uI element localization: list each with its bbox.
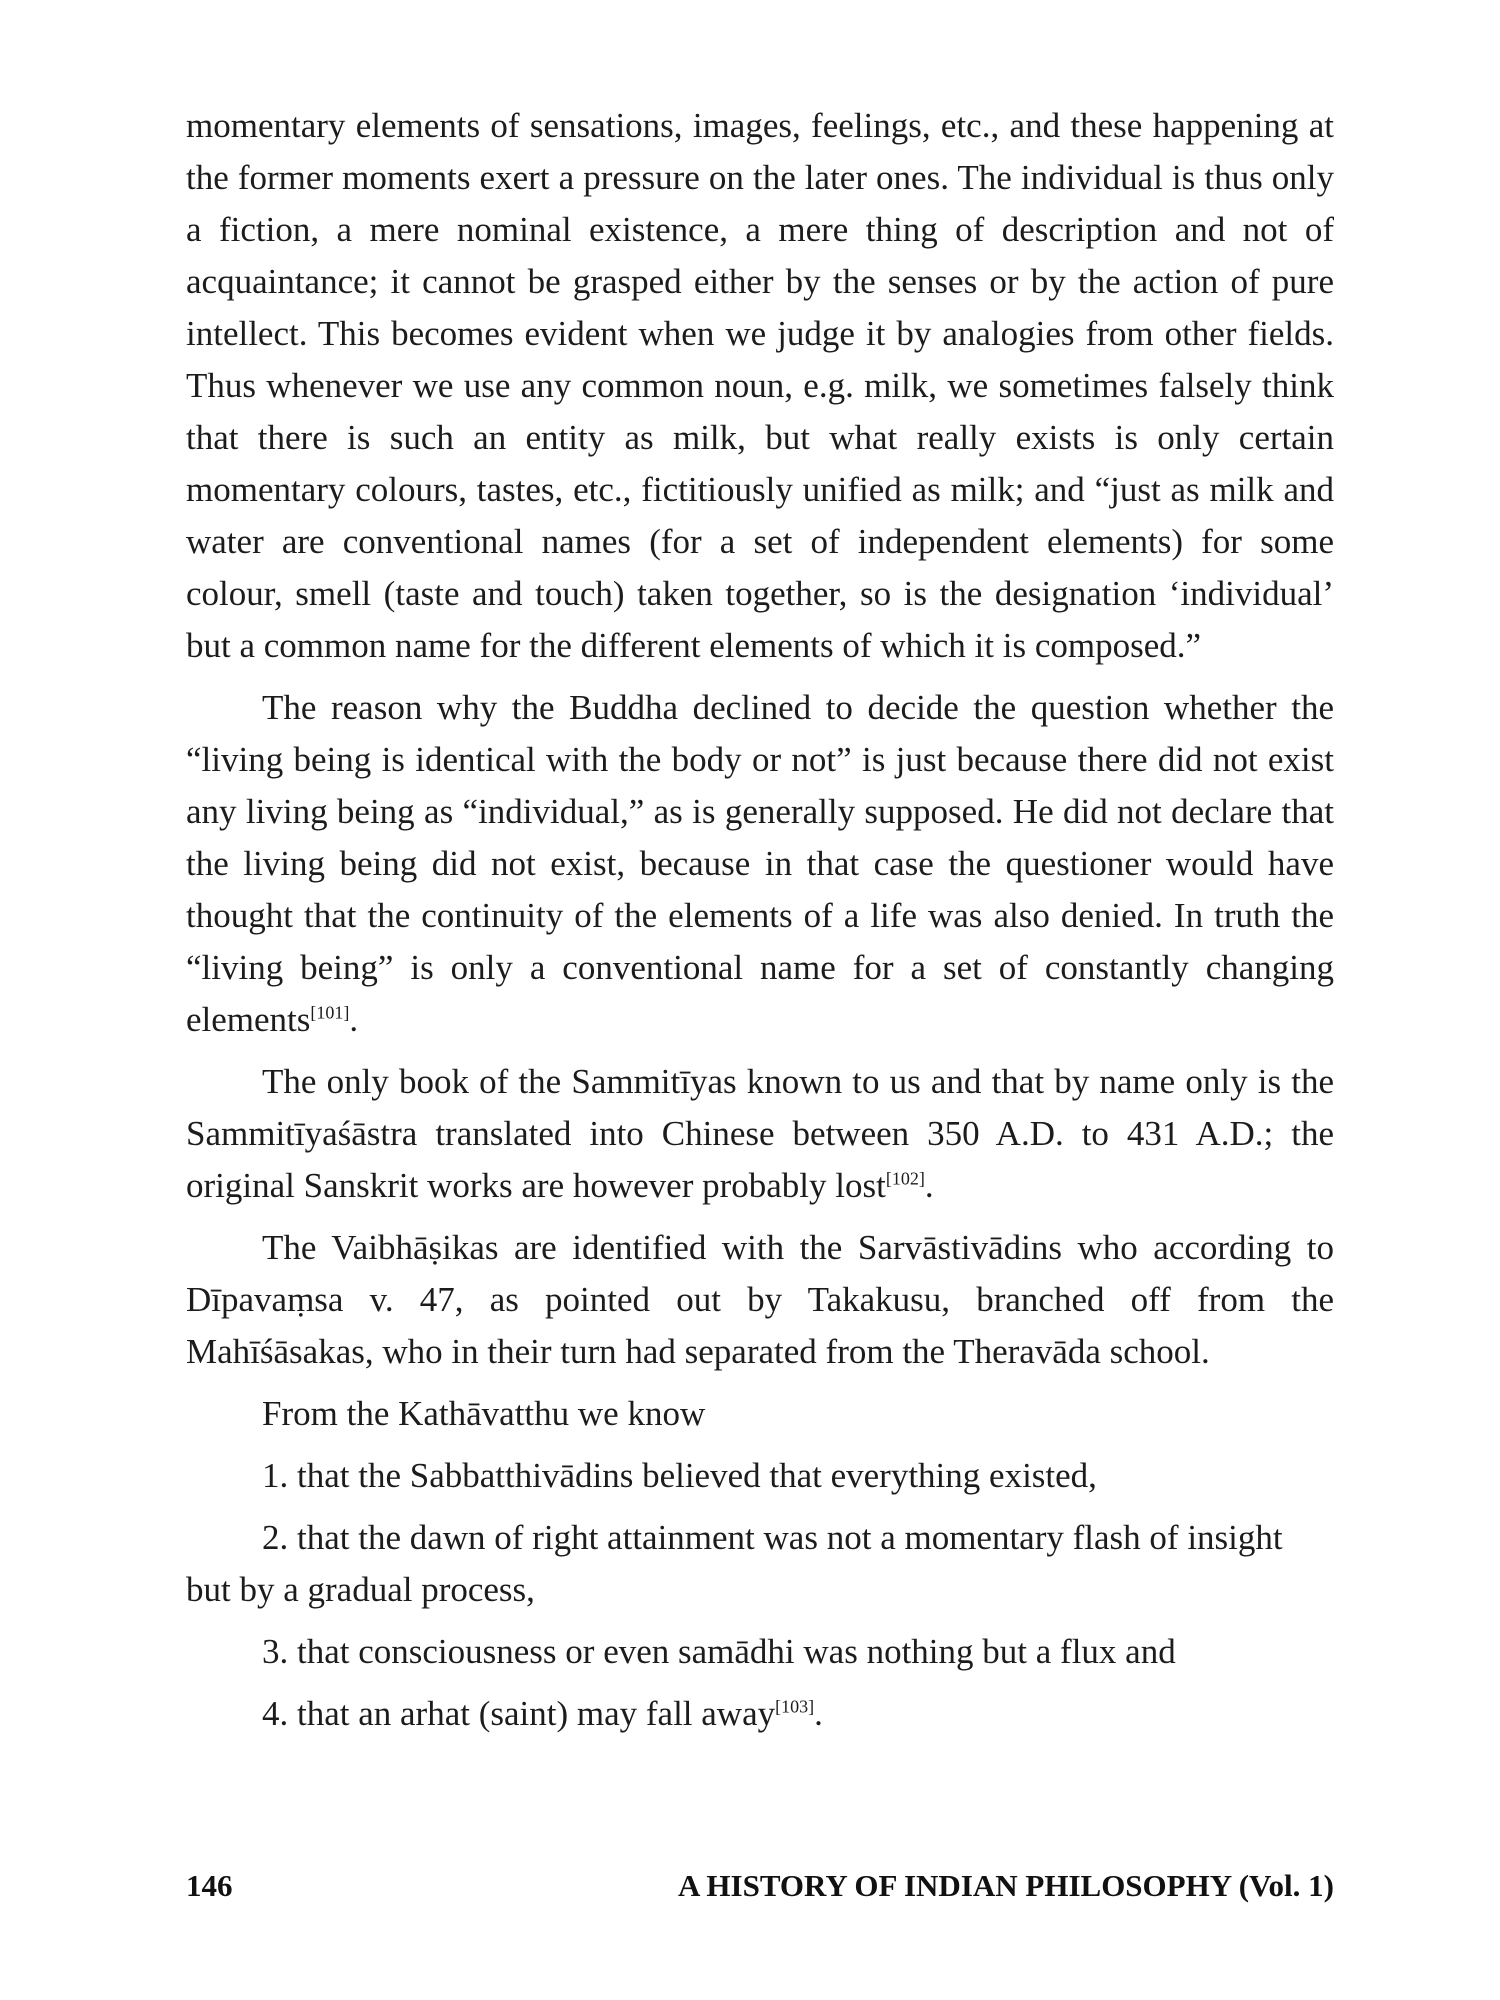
paragraph-text: momentary elements of sensations, images, feelings, etc., and these happening at the former moments exert a pressure on the later ones. The individual is thus only a fiction, a mere nominal existence, a mere thing of description and not of acquaintance; it cannot be grasped either by the senses or by the action of pure intellect. This becomes evident when we judge it by analogies from other fields. Thus whenever we use any common noun, e.g. milk, we sometimes falsely think that there is such an entity as milk, but what really exists is only certain momentary colours, tastes, etc., fictitiously unified as milk; and “just as milk and water are conventional names (for a set of independent elements) for some colour, smell (taste and touch) taken together, so is the designation ‘individual’ but a common name for the different elements of which it is composed.” <box>186 106 1334 665</box>
footnote-ref[interactable]: [103] <box>775 1696 815 1717</box>
list-item <box>186 1512 1334 1616</box>
footnote-ref[interactable]: [101] <box>310 1002 350 1023</box>
running-title: A HISTORY OF INDIAN PHILOSOPHY (Vol. 1) <box>677 1868 1334 1903</box>
text-block <box>186 100 1334 1740</box>
list-item <box>186 1450 1334 1502</box>
page-footer <box>186 1868 1334 1904</box>
page-number: 146 <box>186 1868 233 1903</box>
paragraph <box>186 100 1334 672</box>
punctuation: . <box>349 1000 359 1039</box>
paragraph <box>186 1388 1334 1440</box>
page-body <box>186 100 1334 1750</box>
list-item-text: 2. that the dawn of right attainment was not a momentary flash of insight but by a gradual process, <box>186 1518 1283 1609</box>
paragraph-text: The Vaibhāṣikas are identified with the Sarvāstivādins who according to Dīpavaṃsa v. 47, as pointed out by Takakusu, branched off from the Mahīśāsakas, who in their turn had separated from the Theravāda school. <box>186 1228 1334 1371</box>
paragraph <box>186 1056 1334 1212</box>
paragraph-text: The reason why the Buddha declined to decide the question whether the “living being is identical with the body or not” is just because there did not exist any living being as “individual,” as is generally supposed. He did not declare that the living being did not exist, because in that case the questioner would have thought that the continuity of the elements of a life was also denied. In truth the “living being” is only a conventional name for a set of constantly changing elements <box>186 688 1334 1039</box>
footnote-ref[interactable]: [102] <box>885 1168 925 1189</box>
list-item-text: 4. that an arhat (saint) may fall away <box>262 1694 776 1733</box>
list-item <box>186 1688 1334 1740</box>
list-item <box>186 1626 1334 1678</box>
paragraph <box>186 682 1334 1046</box>
paragraph-text: From the Kathāvatthu we know <box>262 1394 706 1433</box>
list-item-text: 3. that consciousness or even samādhi was nothing but a flux and <box>262 1632 1176 1671</box>
punctuation: . <box>814 1694 823 1733</box>
paragraph <box>186 1222 1334 1378</box>
paragraph-text: The only book of the Sammitīyas known to us and that by name only is the Sammitīyaśāstra translated into Chinese between 350 A.D. to 431 A.D.; the original Sanskrit works are however probably lost <box>186 1062 1334 1205</box>
list-item-text: 1. that the Sabbatthivādins believed that everything existed, <box>262 1456 1097 1495</box>
punctuation: . <box>924 1166 934 1205</box>
